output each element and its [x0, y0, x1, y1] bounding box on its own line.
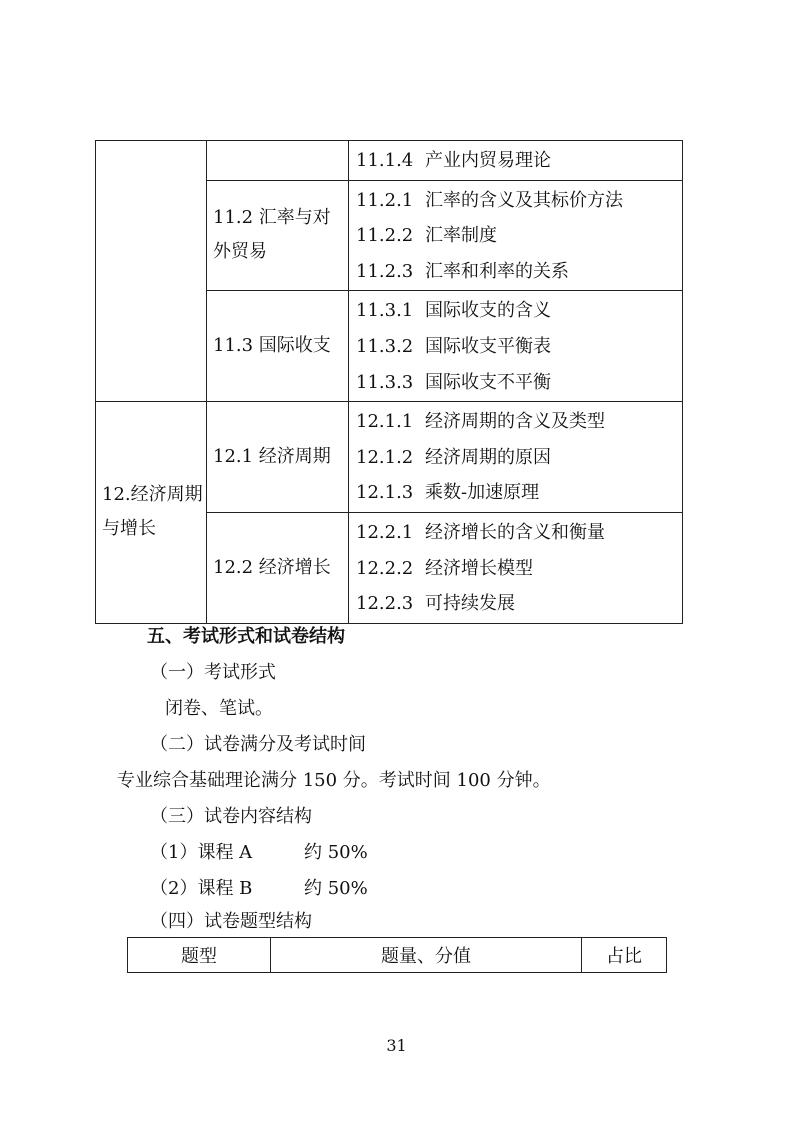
knowledge-point: 11.2.1 汇率的含义及其标价方法	[356, 189, 623, 211]
table-row	[96, 402, 683, 513]
header-quantity-score: 题量、分值	[271, 938, 582, 973]
course-b-label: （2）课程 B	[150, 878, 253, 899]
subsection-title: （二）试卷满分及考试时间	[150, 734, 366, 755]
paragraph: 闭卷、笔试。	[165, 698, 273, 719]
subsection-title: （三）试卷内容结构	[150, 806, 312, 827]
points-cell	[349, 180, 683, 291]
knowledge-point: 12.1.2 经济周期的原因	[356, 446, 551, 468]
paragraph: 专业综合基础理论满分 150 分。考试时间 100 分钟。	[117, 770, 551, 791]
knowledge-point: 12.2.2 经济增长模型	[356, 557, 533, 579]
knowledge-point: 12.2.1 经济增长的含义和衡量	[356, 521, 605, 543]
section-cell: 11.3 国际收支	[207, 291, 349, 402]
points-cell	[349, 141, 683, 181]
knowledge-point: 11.3.1 国际收支的含义	[356, 300, 551, 322]
points-cell	[349, 512, 683, 623]
course-a-share: 约 50%	[304, 842, 368, 863]
knowledge-point: 11.1.4 产业内贸易理论	[356, 150, 551, 171]
page-number: 31	[386, 1036, 407, 1055]
section-cell: 12.1 经济周期	[207, 402, 349, 513]
section-heading: 五、考试形式和试卷结构	[147, 626, 345, 647]
knowledge-point: 12.1.3 乘数-加速原理	[356, 482, 540, 504]
course-a-label: （1）课程 A	[150, 842, 253, 863]
section-cell	[207, 141, 349, 181]
course-b-share: 约 50%	[304, 878, 368, 899]
points-cell	[349, 291, 683, 402]
knowledge-point: 11.3.3 国际收支不平衡	[356, 371, 551, 393]
chapter-cell	[96, 141, 207, 402]
subsection-title: （四）试卷题型结构	[150, 911, 312, 932]
knowledge-point: 11.2.2 汇率制度	[356, 225, 497, 247]
syllabus-outline-table	[95, 140, 683, 624]
knowledge-point: 11.2.3 汇率和利率的关系	[356, 260, 569, 282]
header-question-type: 题型	[128, 938, 271, 973]
chapter-cell: 12.经济周期与增长	[96, 402, 207, 624]
knowledge-point: 12.1.1 经济周期的含义及类型	[356, 411, 605, 433]
table-row	[96, 141, 683, 181]
question-type-table	[127, 937, 667, 973]
section-cell: 11.2 汇率与对外贸易	[207, 180, 349, 291]
knowledge-point: 11.3.2 国际收支平衡表	[356, 335, 551, 357]
knowledge-point: 12.2.3 可持续发展	[356, 593, 515, 615]
subsection-title: （一）考试形式	[150, 662, 276, 683]
points-cell	[349, 402, 683, 513]
table-header-row	[128, 938, 667, 973]
section-cell: 12.2 经济增长	[207, 512, 349, 623]
header-proportion: 占比	[582, 938, 667, 973]
